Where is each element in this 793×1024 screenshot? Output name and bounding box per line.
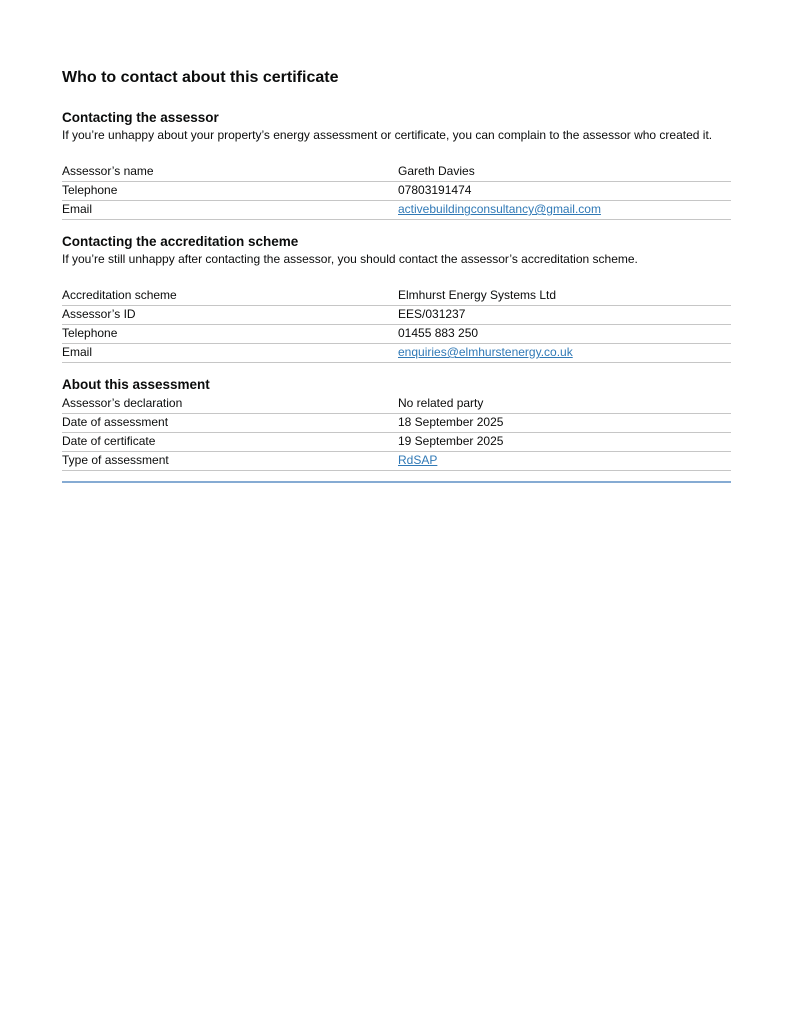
table-row bbox=[62, 433, 731, 452]
row-value bbox=[398, 454, 731, 467]
table-row bbox=[62, 201, 731, 220]
row-label: Date of certificate bbox=[62, 434, 156, 448]
table-row bbox=[62, 306, 731, 325]
row-label: Email bbox=[62, 345, 93, 359]
section-description-assessor: If you’re unhappy about your property’s energy assessment or certificate, you can complain to the assessor who created it. bbox=[62, 128, 713, 142]
row-value bbox=[398, 203, 731, 216]
row-label: Telephone bbox=[62, 326, 118, 340]
row-value: 18 September 2025 bbox=[398, 415, 504, 429]
section-heading-about: About this assessment bbox=[62, 377, 210, 392]
row-label: Assessor’s ID bbox=[62, 307, 136, 321]
row-value bbox=[398, 346, 731, 359]
row-value: EES/031237 bbox=[398, 307, 466, 321]
row-value: 01455 883 250 bbox=[398, 326, 479, 340]
row-label: Email bbox=[62, 202, 93, 216]
section-heading-accreditation: Contacting the accreditation scheme bbox=[62, 234, 299, 249]
row-value: Elmhurst Energy Systems Ltd bbox=[398, 288, 557, 302]
table-row bbox=[62, 163, 731, 182]
table-row bbox=[62, 182, 731, 201]
accreditation-contact-table bbox=[62, 287, 731, 363]
row-value: No related party bbox=[398, 396, 484, 410]
table-row bbox=[62, 344, 731, 363]
section-contacting-accreditation-scheme bbox=[62, 234, 731, 363]
page-content bbox=[0, 0, 793, 483]
row-label: Date of assessment bbox=[62, 415, 169, 429]
assessor-contact-table bbox=[62, 163, 731, 220]
rdsap-link[interactable]: RdSAP bbox=[398, 453, 438, 467]
section-contacting-assessor bbox=[62, 110, 731, 220]
row-value: 19 September 2025 bbox=[398, 434, 504, 448]
row-label: Assessor’s declaration bbox=[62, 396, 183, 410]
scheme-email-link[interactable]: enquiries@elmhurstenergy.co.uk bbox=[398, 345, 573, 359]
row-value: Gareth Davies bbox=[398, 164, 475, 178]
table-row bbox=[62, 452, 731, 471]
row-label: Assessor’s name bbox=[62, 164, 154, 178]
bottom-divider bbox=[62, 481, 731, 483]
section-heading-assessor: Contacting the assessor bbox=[62, 110, 219, 125]
table-row bbox=[62, 395, 731, 414]
row-value: 07803191474 bbox=[398, 183, 472, 197]
row-label: Telephone bbox=[62, 183, 118, 197]
table-row bbox=[62, 414, 731, 433]
table-row bbox=[62, 287, 731, 306]
section-about-assessment bbox=[62, 377, 731, 471]
assessor-email-link[interactable]: activebuildingconsultancy@gmail.com bbox=[398, 202, 601, 216]
table-row bbox=[62, 325, 731, 344]
assessment-details-table bbox=[62, 395, 731, 471]
row-label: Type of assessment bbox=[62, 453, 169, 467]
section-description-accreditation: If you’re still unhappy after contacting the assessor, you should contact the assessor’s accreditation scheme. bbox=[62, 252, 638, 266]
page-title: Who to contact about this certificate bbox=[62, 69, 339, 86]
row-label: Accreditation scheme bbox=[62, 288, 177, 302]
